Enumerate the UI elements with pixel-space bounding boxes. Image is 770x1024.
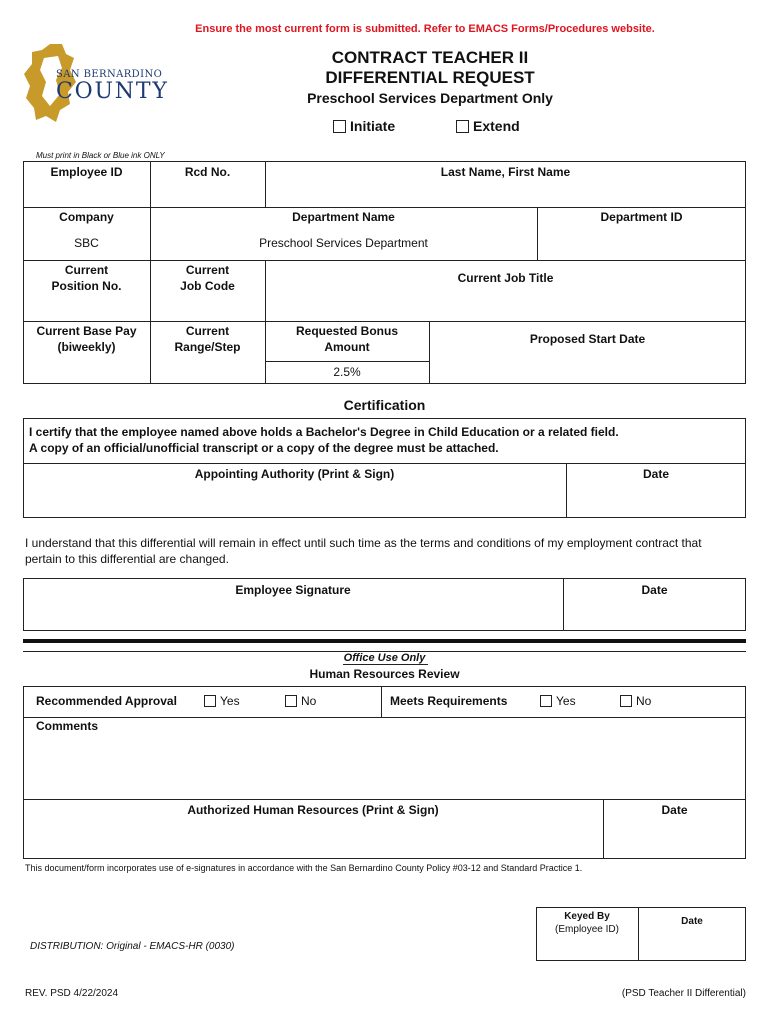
current-job-code-label: Current Job Code [180, 263, 235, 293]
meets-requirements-no[interactable]: No [620, 694, 651, 708]
department-name-value[interactable]: Preschool Services Department [259, 236, 428, 250]
checkbox-icon[interactable] [456, 120, 469, 133]
recommended-approval-label: Recommended Approval [36, 694, 177, 708]
department-name-label: Department Name [292, 210, 395, 224]
hr-date-label: Date [661, 803, 688, 817]
comments-label: Comments [36, 719, 99, 733]
logo-line-2: COUNTY [56, 79, 169, 104]
form-title-line-2: DIFFERENTIAL REQUEST [325, 68, 535, 87]
form-title-line-1: CONTRACT TEACHER II [331, 48, 529, 67]
appointing-authority-label: Appointing Authority (Print & Sign) [194, 467, 395, 481]
form-name-label: (PSD Teacher II Differential) [621, 988, 746, 999]
section-divider [23, 639, 746, 643]
current-position-label: Current Position No. [51, 263, 122, 293]
recommended-approval-yes[interactable]: Yes [204, 694, 240, 708]
certification-date-label: Date [642, 467, 669, 481]
company-value[interactable]: SBC [74, 236, 99, 250]
comments-field[interactable] [24, 736, 745, 798]
appointing-authority-field[interactable] [24, 483, 565, 517]
checkbox-icon[interactable] [333, 120, 346, 133]
employee-date-field[interactable] [564, 598, 745, 630]
employee-signature-label: Employee Signature [235, 583, 351, 597]
range-step-label: Current Range/Step [174, 324, 241, 354]
certification-text: I certify that the employee named above holds a Bachelor's Degree in Child Education or a related field. A copy of an official/unofficial transcript or a copy of the degree must be attached. [29, 425, 619, 455]
certification-date-field[interactable] [567, 483, 745, 517]
hr-sign-field[interactable] [24, 820, 602, 858]
current-job-title-field[interactable] [266, 288, 745, 320]
keyed-date-label: Date [681, 916, 703, 927]
distribution-note: DISTRIBUTION: Original - EMACS-HR (0030) [30, 941, 235, 952]
understanding-text: I understand that this differential will remain in effect until such time as the terms and conditions of my employment contract that pertain to this differential are changed. [25, 536, 702, 566]
proposed-start-date-label: Proposed Start Date [529, 332, 646, 346]
company-label: Company [59, 210, 114, 224]
esign-note: This document/form incorporates use of e-signatures in accordance with the San Bernardino County Policy #03-12 and Standard Practice 1. [25, 863, 583, 873]
hr-date-field[interactable] [604, 820, 745, 858]
extend-checkbox[interactable] [456, 118, 520, 134]
form-subtitle: Preschool Services Department Only [307, 90, 553, 106]
office-use-title: Office Use Only [343, 652, 426, 664]
name-label: Last Name, First Name [440, 165, 571, 179]
form-notice: Ensure the most current form is submitted. Refer to EMACS Forms/Procedures website. [195, 23, 655, 35]
checkbox-icon[interactable] [204, 695, 216, 707]
rcd-no-label: Rcd No. [184, 165, 231, 179]
county-logo [22, 40, 169, 126]
checkbox-icon[interactable] [540, 695, 552, 707]
checkbox-icon[interactable] [620, 695, 632, 707]
bonus-amount-label: Requested Bonus Amount [295, 324, 398, 354]
hr-review-title: Human Resources Review [309, 667, 460, 681]
department-id-label: Department ID [600, 210, 683, 224]
base-pay-label: Current Base Pay (biweekly) [36, 324, 137, 354]
initiate-checkbox[interactable] [333, 118, 395, 134]
checkbox-icon[interactable] [285, 695, 297, 707]
certification-heading: Certification [343, 397, 426, 413]
department-id-field[interactable] [538, 226, 745, 259]
revision-label: REV. PSD 4/22/2024 [25, 988, 119, 999]
ink-note: Must print in Black or Blue ink ONLY [36, 151, 165, 160]
initiate-label: Initiate [350, 118, 396, 134]
rcd-no-field[interactable] [151, 180, 264, 206]
meets-requirements-label: Meets Requirements [390, 694, 508, 708]
employee-date-label: Date [641, 583, 668, 597]
logo-line-1: SAN BERNARDINO [56, 69, 163, 80]
employee-signature-field[interactable] [24, 598, 562, 630]
recommended-approval-no[interactable]: No [285, 694, 316, 708]
employee-id-field[interactable] [24, 180, 149, 206]
employee-id-label: Employee ID [50, 165, 123, 179]
keyed-by-label: Keyed By (Employee ID) [555, 911, 619, 935]
hr-sign-label: Authorized Human Resources (Print & Sign) [187, 803, 439, 817]
bonus-amount-value[interactable]: 2.5% [333, 365, 361, 379]
extend-label: Extend [473, 118, 520, 134]
proposed-start-date-field[interactable] [430, 350, 745, 383]
meets-requirements-yes[interactable]: Yes [540, 694, 576, 708]
current-job-title-label: Current Job Title [457, 271, 554, 285]
name-field[interactable] [266, 180, 745, 206]
